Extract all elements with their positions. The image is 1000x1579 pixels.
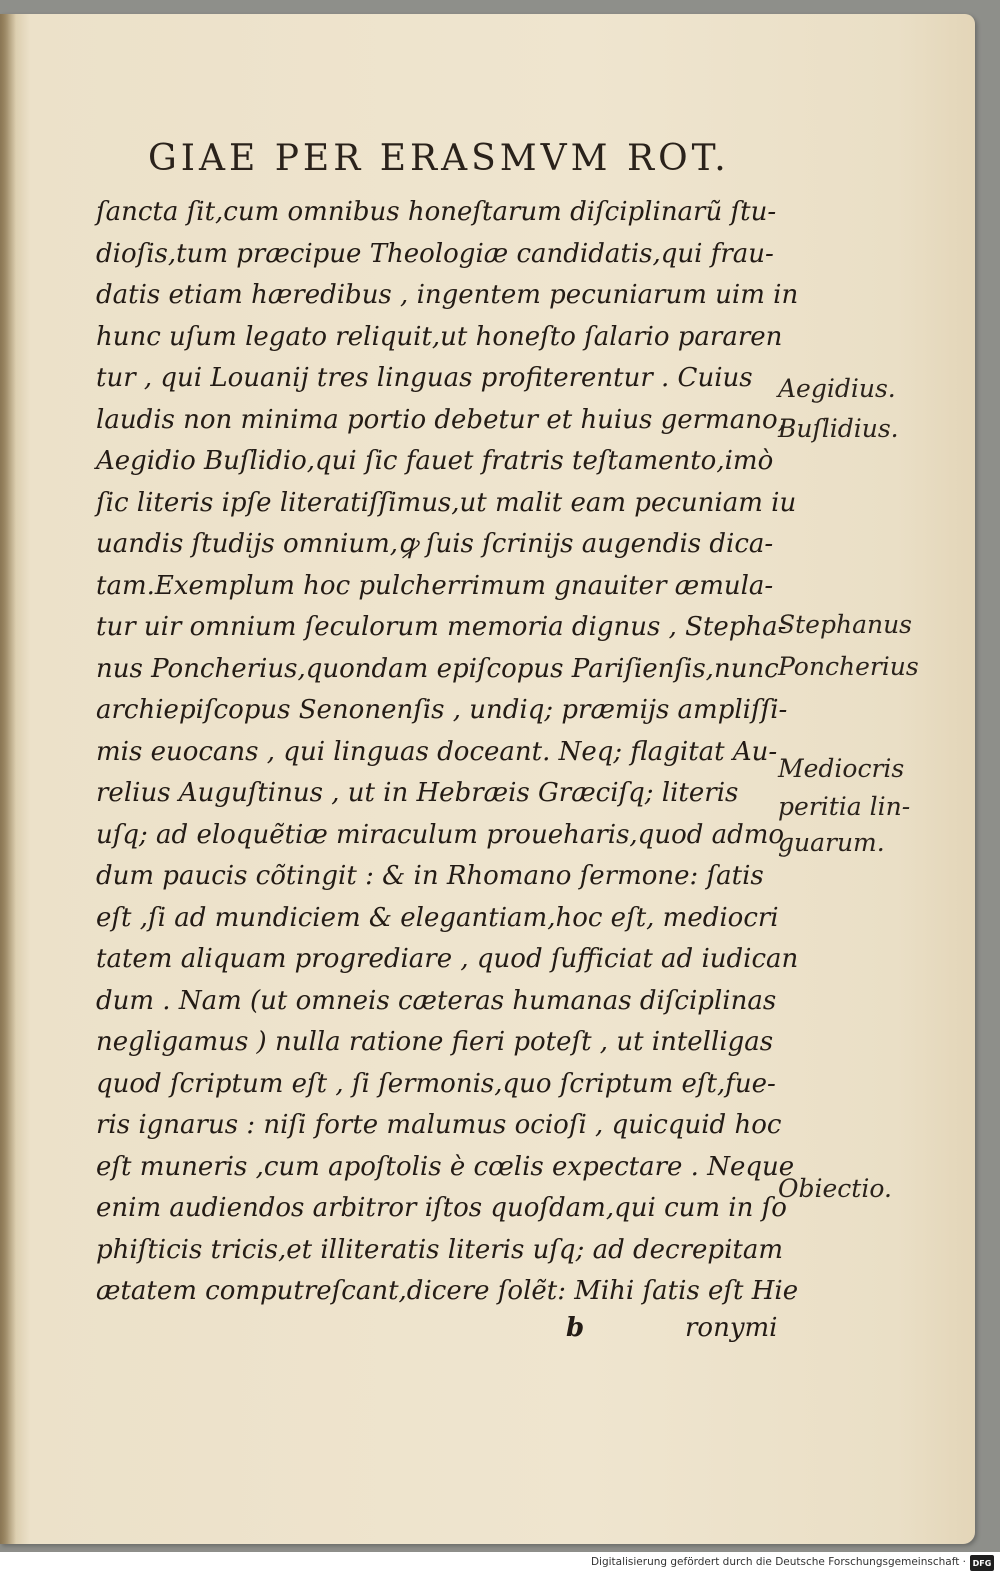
text-line: tatem aliquam progrediare , quod ſufficiat ad iudican bbox=[96, 944, 799, 974]
body-text bbox=[96, 192, 799, 1313]
marginal-note-stephanus bbox=[778, 608, 919, 684]
text-line: archiepiſcopus Senonenſis , undiq; præmijs ampliſſi‑ bbox=[96, 695, 788, 725]
marginal-line: Poncherius bbox=[778, 652, 919, 681]
marginal-note-mediocris bbox=[778, 752, 910, 860]
text-line: negligamus ) nulla ratione fieri poteſt , ut intelligas bbox=[96, 1027, 774, 1057]
marginal-line: peritia lin‑ bbox=[778, 792, 911, 821]
text-line: mis euocans , qui linguas doceant. Neq; flagitat Au‑ bbox=[96, 736, 778, 767]
text-line: relius Auguſtinus , ut in Hebræis Græciſq; literis bbox=[96, 778, 739, 808]
marginal-line: guarum. bbox=[778, 828, 885, 857]
text-line: enim audiendos arbitror iſtos quoſdam,qui cum in ſo bbox=[96, 1193, 787, 1223]
signature-mark: b bbox=[566, 1313, 585, 1343]
text-line: uſq; ad eloquẽtiæ miraculum proueharis,quod admo bbox=[96, 819, 785, 850]
text-line: nus Poncherius,quondam epiſcopus Pariſienſis,nunc bbox=[96, 653, 779, 684]
dfg-credit-text: Digitalisierung gefördert durch die Deutsche Forschungsgemeinschaft · bbox=[590, 1556, 966, 1568]
text-line: ætatem computreſcant,dicere ſolẽt: Mihi ſatis eſt Hie bbox=[96, 1276, 799, 1306]
text-line: dum paucis cõtingit : & in Rhomano ſermone: ſatis bbox=[96, 861, 764, 891]
marginal-line: Mediocris bbox=[778, 754, 905, 783]
gutter-shadow bbox=[0, 14, 16, 1544]
text-line: laudis non minima portio debetur et huius germano, bbox=[96, 404, 786, 435]
text-line: dum . Nam (ut omneis cæteras humanas diſciplinas bbox=[96, 985, 777, 1016]
text-line: ſic literis ipſe literatiſſimus,ut malit eam pecuniam iu bbox=[96, 487, 797, 518]
marginal-note-aegidius bbox=[778, 372, 899, 446]
text-line: tam.Exemplum hoc pulcherrimum gnauiter æmula‑ bbox=[96, 570, 774, 601]
running-head: GIAE PER ERASMVM ROT. bbox=[148, 138, 730, 179]
text-line: quod ſcriptum eſt , ſi ſermonis,quo ſcriptum eſt,fue‑ bbox=[96, 1068, 776, 1099]
marginal-line: Obiectio. bbox=[778, 1174, 892, 1203]
marginal-note-obiectio bbox=[778, 1172, 892, 1206]
catchword: ronymi bbox=[685, 1313, 778, 1343]
text-line: dioſis,tum præcipue Theologiæ candidatis,qui frau‑ bbox=[96, 238, 774, 269]
text-line: datis etiam hæredibus , ingentem pecuniarum uim in bbox=[96, 280, 799, 310]
text-line: phiſticis tricis,et illiteratis literis uſq; ad decrepitam bbox=[96, 1234, 783, 1265]
text-line: tur , qui Louanij tres linguas profiterentur . Cuius bbox=[96, 363, 753, 393]
dfg-logo-icon: DFG bbox=[970, 1555, 994, 1571]
marginal-line: Buſlidius. bbox=[778, 414, 899, 443]
text-line: ſancta ſit,cum omnibus honeſtarum diſciplinarũ ſtu‑ bbox=[96, 197, 777, 227]
marginal-line: Stephanus bbox=[778, 610, 913, 639]
text-line: eſt ,ſi ad mundiciem & elegantiam,hoc eſt, mediocri bbox=[96, 902, 779, 933]
text-line: tur uir omnium ſeculorum memoria dignus , Stepha‑ bbox=[96, 612, 787, 642]
text-line: hunc uſum legato reliquit,ut honeſto ſalario pararen bbox=[96, 321, 783, 352]
marginal-line: Aegidius. bbox=[778, 374, 896, 403]
text-line: uandis ſtudijs omnium,ꝙ ſuis ſcrinijs augendis dica‑ bbox=[96, 529, 774, 559]
text-line: ris ignarus : niſi forte malumus ocioſi , quicquid hoc bbox=[96, 1110, 782, 1140]
text-line: eſt muneris ,cum apoſtolis è cœlis expectare . Neque bbox=[96, 1151, 795, 1182]
text-line: Aegidio Buſlidio,qui ſic fauet fratris teſtamento,imò bbox=[96, 446, 774, 476]
